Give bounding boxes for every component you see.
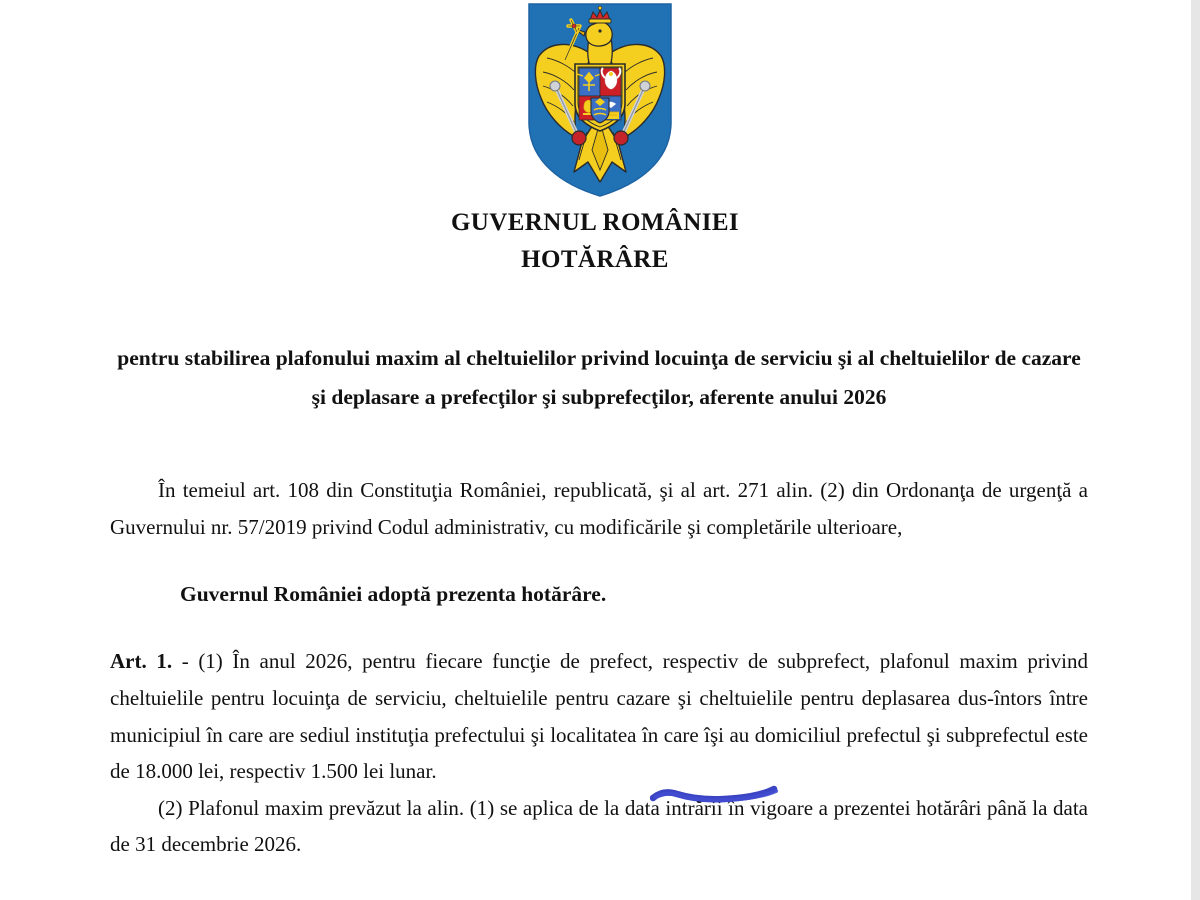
page-edge-strip (1191, 0, 1200, 900)
enacting-clause: Guvernul României adoptă prezenta hotărâre. (180, 582, 607, 607)
document-header (0, 208, 1190, 275)
government-heading: GUVERNUL ROMÂNIEI (450, 209, 740, 236)
document-body (110, 472, 1088, 863)
article-1-text-1: - (1) În anul 2026, pentru fiecare funcţie de prefect, respectiv de subprefect, plafonul maxim privind cheltuielile pentru locuinţa de serviciu, cheltuielile pentru cazare şi cheltuielile pentru deplasarea dus-întors între municipiul în care are sediul instituţia prefectului şi localitatea în care îşi au domiciliul prefectul şi subprefectul este de 18.000 lei, respectiv 1.500 lei lunar. (110, 649, 1088, 784)
emblem-container (0, 2, 1200, 198)
article-1-paragraph-1 (110, 643, 1088, 789)
page-title: pentru stabilirea plafonului maxim al cheltuielilor privind locuinţa de serviciu şi al cheltuielilor de cazare şi deplasare a prefecţilor şi subprefecţilor, aferente anului 2026 (117, 346, 1081, 410)
article-1-label: Art. 1. (110, 649, 173, 674)
coat-of-arms-of-romania-icon (527, 2, 673, 198)
article-1-paragraph-2: (2) Plafonul maxim prevăzut la alin. (1) se aplica de la data intrării în vigoare a prezentei hotărâri până la data de 31 decembrie 2026. (110, 795, 1088, 857)
article-1 (110, 643, 1088, 862)
preamble-paragraph: În temeiul art. 108 din Constituţia României, republicată, şi al art. 271 alin. (2) din Ordonanţa de urgenţă a Guvernului nr. 57/2019 privind Codul administrativ, cu modificările şi completările ulterioare, (110, 478, 1088, 539)
act-type-heading: HOTĂRÂRE (521, 245, 669, 273)
